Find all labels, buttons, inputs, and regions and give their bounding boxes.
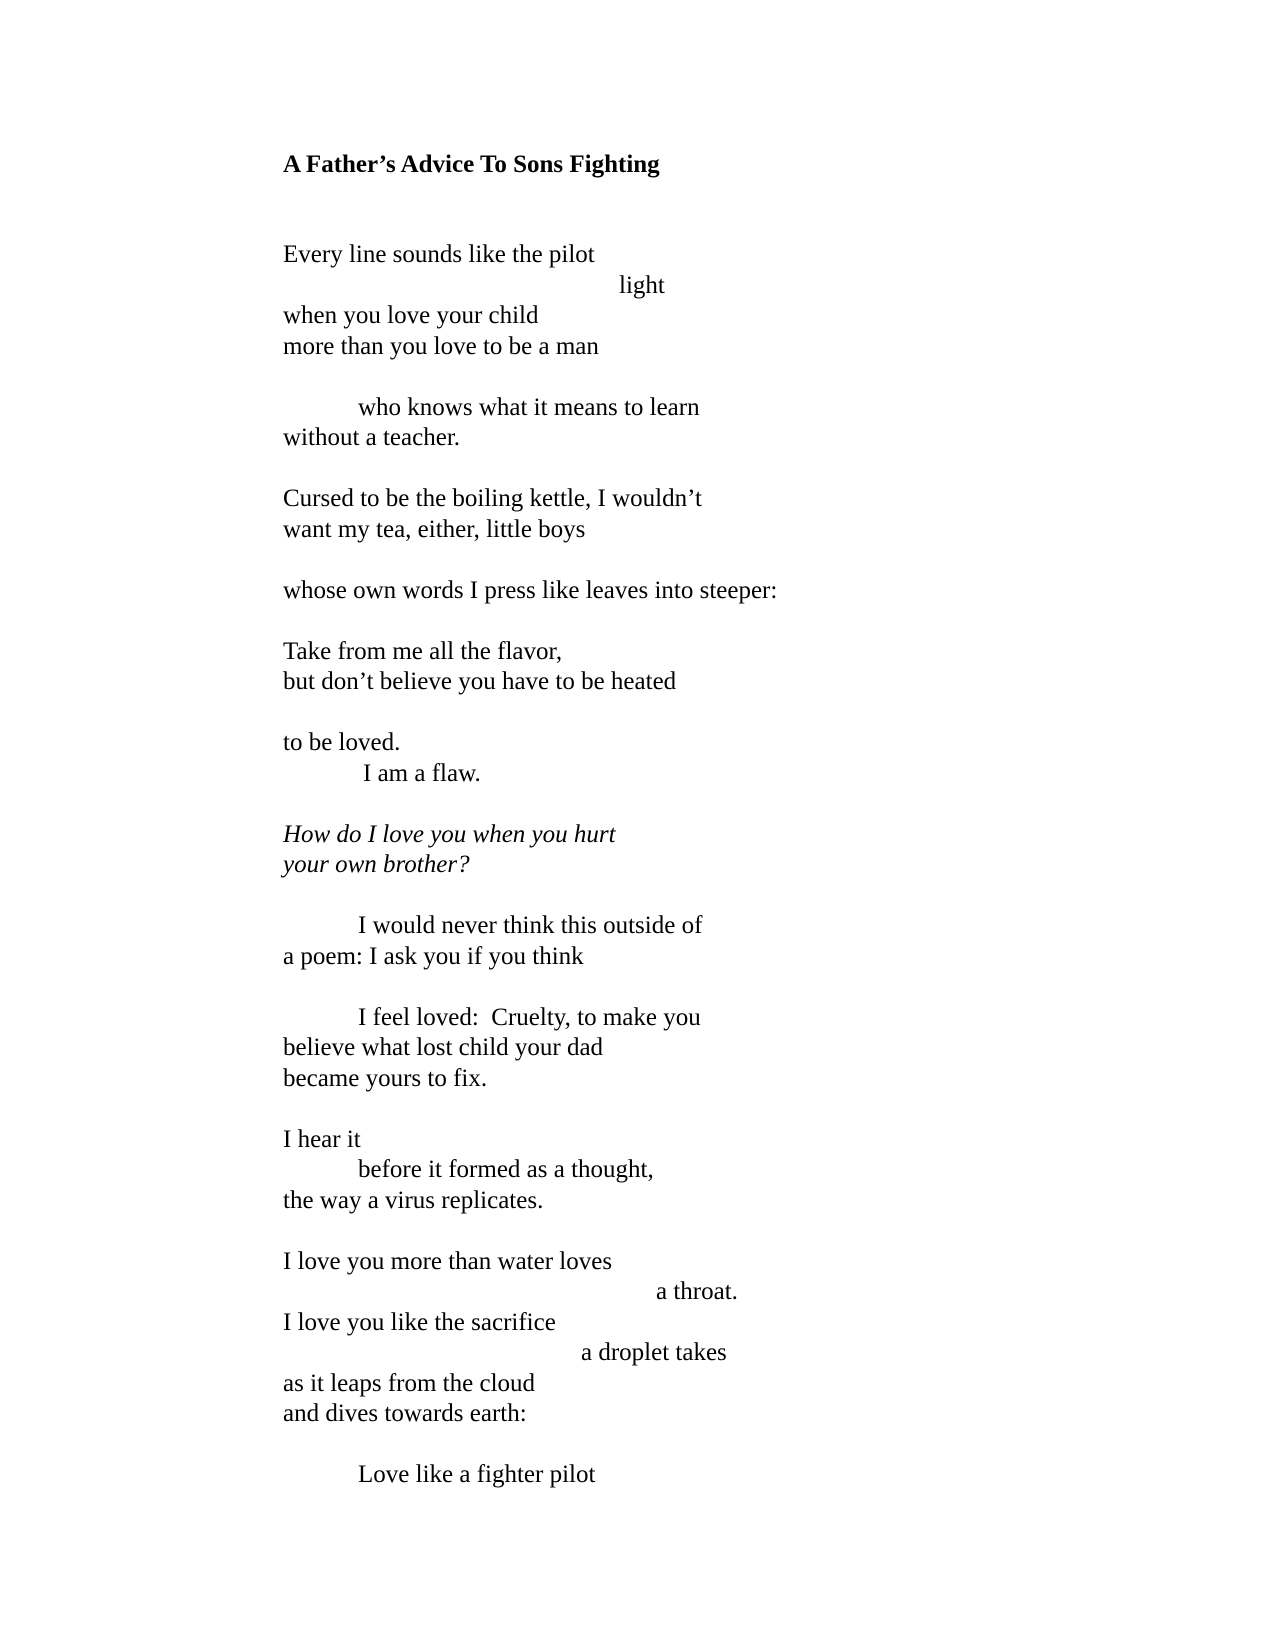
- poem-line: Cursed to be the boiling kettle, I wouldn’t: [283, 485, 702, 512]
- poem-title: A Father’s Advice To Sons Fighting: [283, 151, 660, 178]
- stanza-break: [283, 454, 1183, 485]
- poem-line: I love you more than water loves: [283, 1247, 613, 1275]
- poem-line: whose own words I press like leaves into steeper:: [283, 576, 778, 604]
- poem-line: without a teacher.: [283, 424, 461, 451]
- poem-line: Love like a fighter pilot: [358, 1461, 596, 1488]
- poem-line: as it leaps from the cloud: [283, 1369, 536, 1397]
- poem-line: believe what lost child your dad: [283, 1034, 604, 1061]
- stanza-break: [283, 789, 1183, 820]
- poem-line-italic: How do I love you when you hurt: [283, 820, 616, 848]
- poem-line: I feel loved: Cruelty, to make you: [358, 1003, 701, 1031]
- stanza-break: [283, 881, 1183, 912]
- poem-line: Take from me all the flavor,: [283, 637, 563, 665]
- poem-line: became yours to fix.: [283, 1064, 488, 1092]
- poem-line-italic: your own brother?: [283, 851, 470, 878]
- stanza-break: [283, 362, 1183, 393]
- poem-line: the way a virus replicates.: [283, 1186, 544, 1214]
- poem-line: before it formed as a thought,: [358, 1156, 654, 1183]
- poem-line: but don’t believe you have to be heated: [283, 668, 677, 695]
- poem-line: when you love your child: [283, 302, 539, 329]
- stanza-break: [283, 606, 1183, 637]
- poem-line: a poem: I ask you if you think: [283, 942, 584, 970]
- poem-line: want my tea, either, little boys: [283, 515, 586, 543]
- stanza-break: [283, 698, 1183, 729]
- poem-line: a droplet takes: [581, 1339, 727, 1366]
- stanza-break: [283, 1094, 1183, 1125]
- poem-line: I am a flaw.: [363, 759, 481, 787]
- poem-line: I would never think this outside of: [358, 912, 703, 939]
- poem-body: [283, 240, 1183, 1491]
- stanza-break: [283, 1430, 1183, 1461]
- poem-line: I love you like the sacrifice: [283, 1308, 556, 1336]
- poem-line: Every line sounds like the pilot: [283, 241, 595, 268]
- poem-line: light: [619, 271, 665, 299]
- stanza-break: [283, 1216, 1183, 1247]
- stanza-break: [283, 545, 1183, 576]
- poem-line: to be loved.: [283, 729, 401, 756]
- poem-line: a throat.: [656, 1278, 738, 1305]
- poem-line: and dives towards earth:: [283, 1400, 527, 1427]
- poem-line: I hear it: [283, 1125, 361, 1153]
- poem-line: more than you love to be a man: [283, 332, 599, 360]
- poem-line: who knows what it means to learn: [358, 393, 700, 421]
- stanza-break: [283, 972, 1183, 1003]
